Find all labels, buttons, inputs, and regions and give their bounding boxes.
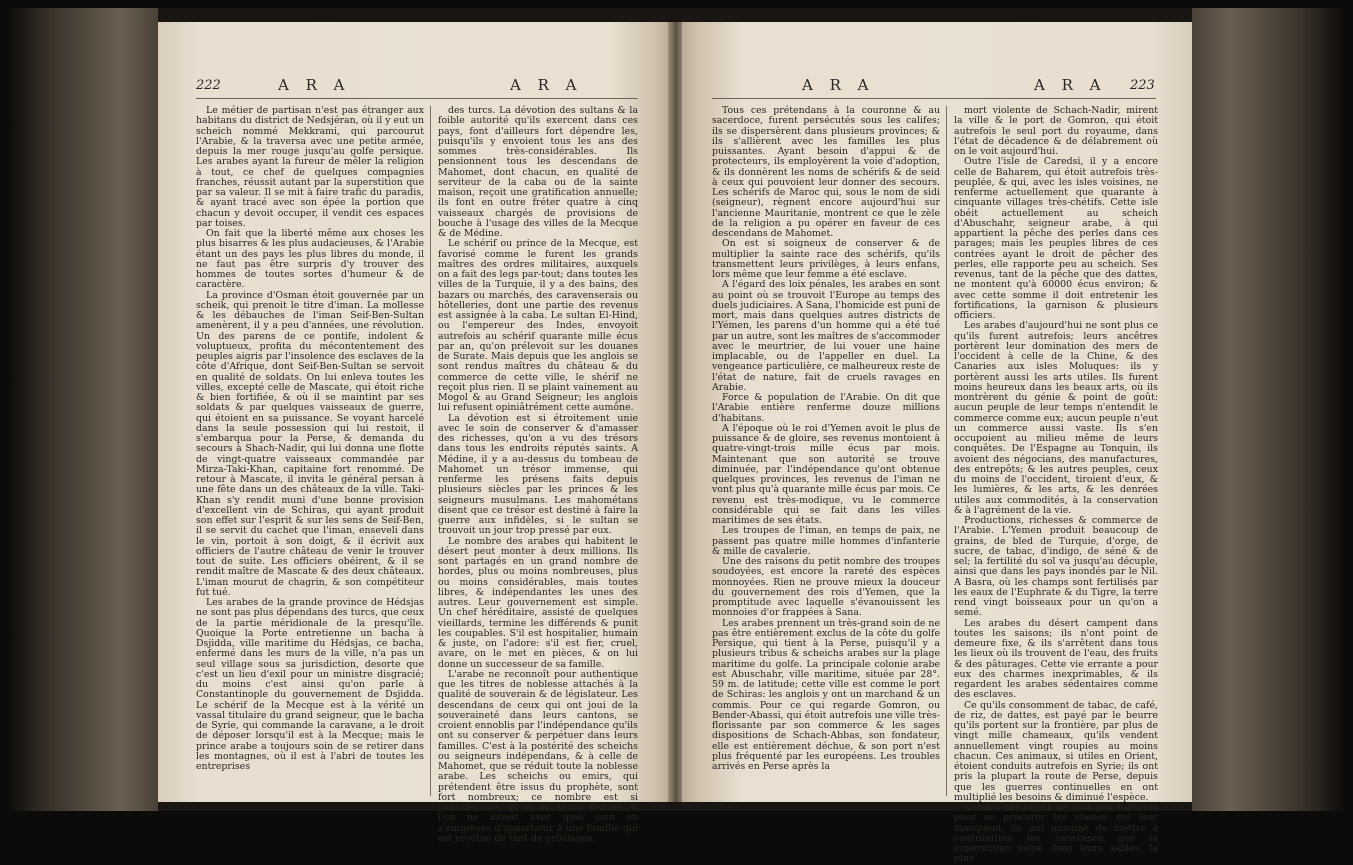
column-divider xyxy=(946,106,947,796)
paragraph: On est si soigneux de conserver & de multiplier la sainte race des schérifs, qu'ils transmettent leurs privilèges, à leurs enfans, lors même que leur femme a été esclave. xyxy=(712,238,940,280)
paragraph: On fait que la liberté même aux choses les plus bisarres & les plus audacieuses, & l'Arabie étant un des pays les plus libres du monde, il ne faut pas être surpris d'y trouver des hommes de toutes sortes d'humeur & de caractère. xyxy=(196,228,424,291)
paragraph: Outre l'isle de Caredsi, il y a encore celle de Baharem, qui étoit autrefois très-peuplée, & qui, avec les isles voisines, ne renferme actuellement que quarante à cinquante villages très-chétifs. Cette isle obéit actuellement au scheich d'Abuschahr, seigneur arabe, à qui appartient la pêche des perles dans ces parages; mais les peuples libres de ces contrées ayant le droit de pêcher des perles, elle rapporte peu au scheich. Ses revenus, tant de la pêche que des dattes, ne montent qu'à 60000 écus environ; & avec cette somme il doit entretenir les fortifications, la garnison & plusieurs officiers. xyxy=(954,156,1158,321)
paragraph: Les troupes de l'iman, en temps de paix, ne passent pas quatre mille hommes d'infanterie & mille de cavalerie. xyxy=(712,525,940,557)
paragraph: La province d'Osman étoit gouvernée par un scheik, qui prenoit le titre d'iman. La mollesse & les débauches de l'iman Seif-Ben-Sultan amenèrent, il y a peu d'années, une révolution. Un des parens de ce pontife, indolent & voluptueux, profita du mécontentement des peuples aigris par l'insolence des esclaves de la côte d'Afrique, dont Seif-Ben-Sultan se servoit en qualité de soldats. On lui enleva toutes les villes, excepté celle de Mascate, qui étoit riche & bien fortifiée, & où il se maintint par ses soldats & par quelques vaisseaux de guerre, qui étoient en sa puissance. Se voyant harcelé dans la seule possession qui lui restoit, il s'embarqua pour la Perse, & demanda du secours à Shach-Nadir, qui lui donna une flotte de vingt-quatre vaisseaux commandée par Mirza-Taki-Khan, capitaine fort renommé. De retour à Mascate, il invita le général persan à une fête dans un des châteaux de la ville. Taki-Khan s'y rendit muni d'une bonne provision d'excellent vin de Schiras, qui ayant produit son effet sur l'esprit & sur les sens de Seif-Ben, il se servit du cachet que l'iman, enseveli dans le vin, portoit à son doigt, & il écrivit aux officiers de l'autre château de venir le trouver tout de suite. Les officiers obéirent, & il se rendit maître de Mascate & des deux châteaux. L'iman mourut de chagrin, & son compétiteur fut tué. xyxy=(196,289,424,598)
paragraph: des turcs. La dévotion des sultans & la foible autorité qu'ils exercent dans ces pays, font d'ailleurs fort dépendre les, puisqu'ils y envoient tous les ans des sommes très-considérables. Ils pensionnent tous les descendans de Mahomet, dont chacun, en qualité de serviteur de la caba ou de la sainte maison, reçoit une gratification annuelle; ils font en outre fréter quatre à cinq vaisseaux chargés de provisions de bouche à l'usage des villes de la Mecque & de Médine. xyxy=(438,105,638,239)
paragraph: Le schérif ou prince de la Mecque, est favorisé comme le furent les grands maîtres des ordres militaires, auxquels on a fait des legs par-tout; dans toutes les villes de la Turquie, il y a des bains, des bazars ou marchés, des caravenserais ou hôtelleries, dont une partie des revenus est assignée à la caba. Le sultan El-Hind, ou l'empereur des Indes, envoyoit autrefois au schérif quarante mille écus par an, qu'on prélevoit sur les douanes de Surate. Mais depuis que les anglois se sont rendus maîtres du château & du commerce de cette ville, le shérif ne reçoit plus rien. Il se plaint vainement au Mogol & au Grand Seigneur; les anglois lui refusent opiniâtrément cette aumône. xyxy=(438,238,638,414)
page-number: 222 xyxy=(196,78,221,93)
head-rule xyxy=(196,98,638,99)
paragraph: A l'époque où le roi d'Yemen avoit le plus de puissance & de gloire, ses revenus montoient à quatre-vingt-trois mille écus par mois. Maintenant que son autorité se trouve diminuée, par l'indépendance qu'ont obtenue quelques provinces, les revenus de l'iman ne vont plus qu'à quarante mille écus par mois. Ce revenu est très-modique, vu le commerce considérable qui se fait dans les villes maritimes de ses états. xyxy=(712,422,940,526)
head-rule xyxy=(712,98,1156,99)
right-running-head xyxy=(682,76,1192,98)
left-page xyxy=(158,22,670,844)
running-head-word: A R A xyxy=(1034,76,1107,94)
paragraph: mort violente de Schach-Nadir, mirent la ville & le port de Gomron, qui étoit autrefois le seul port du royaume, dans l'état de décadence & de délabrement où on le voit aujourd'hui. xyxy=(954,105,1158,157)
left-page-edges xyxy=(8,8,158,811)
paragraph: Tous ces prétendans à la couronne & au sacerdoce, furent persécutés sous les califes; ils se dispersèrent dans plusieurs provinces; & ils s'allièrent avec les familles les plus puissantes. Ayant besoin d'appui & de protecteurs, ils employèrent la voie d'adoption, & ils donnèrent les noms de schérifs & de seid à ceux qui pouvoient leur donner des secours. Les schérifs de Maroc qui, sous le nom de sidi (seigneur), règnent encore aujourd'hui sur l'ancienne Mauritanie, montrent ce que le zèle de la religion a pu opérer en faveur de ces descendans de Mahomet. xyxy=(712,105,940,239)
paragraph: Ce qu'ils consomment de tabac, de café, de riz, de dattes, est payé par le beurre qu'ils portent sur la frontière, par plus de vingt mille chameaux, qu'ils vendent annuellement vingt roupies au moins chacun. Ces animaux, si utiles en Orient, étoient conduits autrefois en Syrie; ils ont pris la plupart la route de Perse, depuis que les guerres continuelles en ont multiplié les besoins & diminué l'espèce. xyxy=(954,699,1158,803)
text-column xyxy=(438,106,638,844)
right-page-edges xyxy=(1192,8,1345,811)
paragraph: L'arabe ne reconnoît pour authentique que les titres de noblesse attachés à la qualité de souverain & de législateur. Les descendans de ceux qui ont joui de la souveraineté dans leurs cantons, se croient ennoblis par l'indépendance qu'ils ont su conserver & perpétuer dans leurs familles. C'est à la postérité des scheichs ou seigneurs indépendans, & à celle de Mahomet, que se réduit toute la noblesse arabe. Les scheichs ou emirs, qui prétendent être issus du prophète, sont fort nombreux; ce nombre est si considérable, qu'on en seroit étonné, si l'on ne savoit avec quel soin on s'empresse d'appartenir à une famille qui est revêtue de tant de privilèges. xyxy=(438,668,638,844)
paragraph: Les arabes du désert campent dans toutes les saisons; ils n'ont point de demeure fixe, & ils s'arrêtent dans tous les lieux où ils trouvent de l'eau, des fruits & des pâturages. Cette vie errante a pour eux des charmes inexprimables, & ils regardent les arabes sédentaires comme des esclaves. xyxy=(954,617,1158,701)
paragraph: Force & population de l'Arabie. On dit que l'Arabie entière renferme douze millions d'habitans. xyxy=(712,392,940,424)
paragraph: La dévotion est si étroitement unie avec le soin de conserver & d'amasser des richesses, qu'on a vu des trésors dans tous les endroits réputés saints. A Médine, il y a au-dessus du tombeau de Mahomet un trésor immense, qui renferme les présens faits depuis plusieurs siècles par les princes & les seigneurs musulmans. Les mahométans disent que ce trésor est destiné à faire la guerre aux infidèles, si le sultan se trouvoit un jour trop pressé par eux. xyxy=(438,412,638,537)
paragraph: Les arabes de la grande province de Hédsjas ne sont pas plus dépendans des turcs, que ceux de la partie méridionale de la presqu'île. Quoique la Porte entretienne un bacha à Dsjidda, ville maritime du Hédsjas, ce bacha, enfermé dans les murs de la ville, n'a pas un seul village sous sa jurisdiction, desorte que c'est un lieu d'exil pour un ministre disgracié; du moins c'est ainsi qu'on parle à Constantinople du gouvernement de Dsjidda. Le schérif de la Mecque est à la vérité un vassal titulaire du grand seigneur, que le bacha de Syrie, qui commande la caravane, a le droit de déposer lorsqu'il est à la Mecque; mais le prince arabe a toujours soin de se retirer dans les montagnes, où il est à l'abri de toutes les entreprises xyxy=(196,597,424,772)
book-spread xyxy=(8,8,1345,865)
paragraph: Les arabes prennent un très-grand soin de ne pas être entièrement exclus de la côte du golfe Persique, qui tient à la Perse, puisqu'il y a plusieurs tribus & scheichs arabes sur la plage maritime du golfe. La principale colonie arabe est Abuschahr, ville maritime, située par 28°. 59 m. de latitude; cette ville est comme le port de Schiras: les anglois y ont un marchand & un commis. Pour ce qui regarde Gomron, ou Bender-Abassi, qui étoit autrefois une ville très-florissante par son commerce & les sages dispositions de Schach-Abbas, son fondateur, elle est entièrement déchue, & son port n'est plus fréquenté par les européens. Les troubles arrivés en Perse après la xyxy=(712,617,940,772)
running-head-word: A R A xyxy=(510,76,583,94)
text-column xyxy=(712,106,940,772)
running-head-word: A R A xyxy=(278,76,351,94)
paragraph: Le métier de partisan n'est pas étranger aux habitans du district de Nedsjéran, où il y eut un scheich nommé Mekkrami, qui parcourut l'Arabie, & la traversa avec une petite armée, depuis la mer rouge jusqu'au golfe persique. Les arabes ayant la fureur de mêler la religion à tout, ce chef de quelques compagnies franches, réussit autant par la superstition que par sa valeur. Il se mit à faire trafic du paradis, & ayant tracé avec son épée la portion que chacun y devoit occuper, il vendit ces espaces par toises. xyxy=(196,105,424,229)
column-divider xyxy=(430,106,431,796)
text-column xyxy=(954,106,1158,865)
page-number: 223 xyxy=(1130,78,1155,93)
left-running-head xyxy=(158,76,670,98)
paragraph: Une des raisons du petit nombre des troupes soudoyées, est encore la rareté des espèces monnoyées. Rien ne prouve mieux la douceur du gouvernement des rois d'Yemen, que la promptitude avec laquelle s'évanouissent les monnoies d'or frappées à Sana. xyxy=(712,556,940,619)
paragraph: Les arabes d'aujourd'hui ne sont plus ce qu'ils furent autrefois; leurs ancêtres portèrent leur domination des mers de l'occident à celle de la Chine, & des Canaries aux isles Moluques: ils y portèrent aussi les arts utiles. Ils furent moins heureux dans les beaux arts, où ils montrèrent du génie & point de goût: aucun peuple de leur temps n'entendit le commerce comme eux; aucun peuple n'eut un commerce aussi vaste. Ils s'en occupoient au milieu même de leurs conquêtes. De l'Espagne au Tonquin, ils avoient des négocians, des manufactures, des entrepôts; & les autres peuples, ceux du moins de l'occident, tiroient d'eux, & les lumières, & les arts, & les denrées utiles aux commodités, à la conservation & à l'agrément de la vie. xyxy=(954,320,1158,516)
paragraph: Productions, richesses & commerce de l'Arabie. L'Yemen produit beaucoup de grains, de bled de Turquie, d'orge, de sucre, de tabac, d'indigo, de séné & de sel; la fertilité du sol va jusqu'au décuple, ainsi que dans les pays inondés par le Nil. A Basra, où les champs sont fertilisés par les eaux de l'Euphrate & du Tigre, la terre rend vingt boisseaux pour un qu'on a semé. xyxy=(954,515,1158,619)
paragraph: Le nombre des arabes qui habitent le désert peut monter à deux millions. Ils sont partagés en un grand nombre de hordes, plus ou moins nombreuses, plus ou moins considérables, mais toutes libres, & indépendantes les unes des autres. Leur gouvernement est simple. Un chef héréditaire, assisté de quelques vieillards, termine les différends & punit les coupables. S'il est hospitalier, humain & juste, on l'adore: s'il est fier, cruel, avare, on le met en pièces, & on lui donne un successeur de sa famille. xyxy=(438,535,638,670)
running-head-word: A R A xyxy=(802,76,875,94)
right-page xyxy=(682,22,1192,865)
paragraph: A l'égard des loix pénales, les arabes en sont au point où se trouvoit l'Europe au temps des duels judiciaires. A Sana, l'homicide est puni de mort, mais dans quelques autres districts de l'Yémen, les parens d'un homme qui a été tué par un autre, sont les maîtres de s'accommoder avec le meurtrier, de lui vouer une haine implacable, ou de l'appeller en duel. La vengeance particulière, ce malheureux reste de l'état de nature, fait de cruels ravages en Arabie. xyxy=(712,279,940,393)
paragraph: Comme ces objets ne sont pas suffisans pour se procurer les choses qui leur manquent, ils ont imaginé de mettre à contribution les caravanes que la superstition mène dans leurs sables; la plus xyxy=(954,802,1158,865)
text-column xyxy=(196,106,424,772)
